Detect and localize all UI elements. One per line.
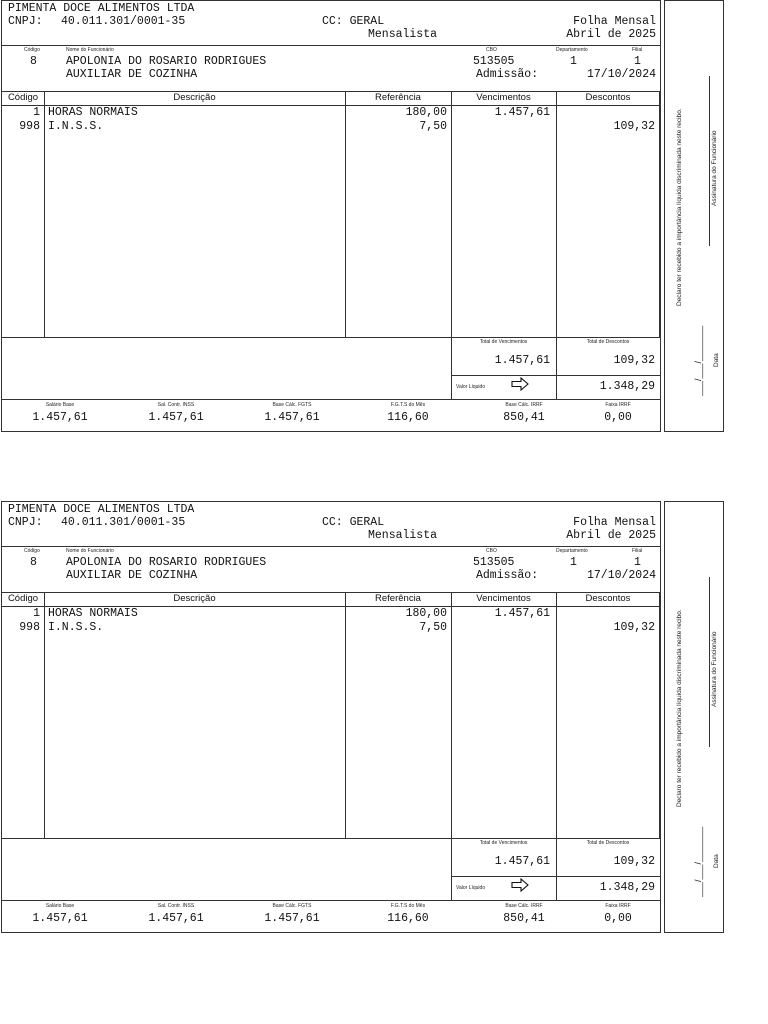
total-deductions-label: Total de Descontos	[586, 840, 630, 846]
row-2-description: I.N.S.S.	[48, 621, 104, 634]
header-reference: Referência	[375, 92, 421, 103]
footer-inss: 1.457,61	[148, 912, 204, 925]
col-divider	[451, 91, 452, 399]
header-description: Descrição	[173, 593, 216, 604]
footer-label-irrf-base: Base Cálc. IRRF	[505, 402, 543, 408]
footer-fgts-month: 116,60	[387, 912, 429, 925]
company-name: PIMENTA DOCE ALIMENTOS LTDA	[8, 2, 195, 15]
employee-code: 8	[30, 55, 37, 68]
row-2-deductions: 109,32	[613, 120, 655, 133]
employee-name: APOLONIA DO ROSARIO RODRIGUES	[66, 55, 267, 68]
signature-line	[709, 76, 710, 246]
net-divider	[451, 876, 660, 877]
cnpj-label: CNPJ:	[8, 516, 43, 529]
employee-code-label: Código	[24, 47, 40, 53]
net-divider	[451, 375, 660, 376]
signature-label: Assinatura do Funcionário	[711, 631, 718, 707]
arrow-right-icon	[511, 377, 529, 396]
footer-irrf-base: 850,41	[503, 912, 545, 925]
employee-code: 8	[30, 556, 37, 569]
footer-label-base-salary: Salário Base	[45, 903, 75, 909]
footer-label-irrf-band: Faixa IRRF	[605, 402, 631, 408]
branch-label: Filial	[632, 548, 643, 554]
company-name: PIMENTA DOCE ALIMENTOS LTDA	[8, 503, 195, 516]
receipt-declaration: Declaro ter recebido a importância líquida discriminada neste recibo.	[676, 609, 683, 807]
row-1-description: HORAS NORMAIS	[48, 106, 138, 119]
employee-name-label: Nome do Funcionário	[66, 47, 114, 53]
net-value: 1.348,29	[599, 380, 655, 393]
net-value: 1.348,29	[599, 881, 655, 894]
row-1-earnings: 1.457,61	[494, 106, 550, 119]
signature-label: Assinatura do Funcionário	[711, 130, 718, 206]
footer-base-salary: 1.457,61	[32, 912, 88, 925]
cnpj-value: 40.011.301/0001-35	[61, 516, 186, 529]
cnpj-label: CNPJ:	[8, 15, 43, 28]
header-reference: Referência	[375, 593, 421, 604]
row-1-code: 1	[33, 106, 40, 119]
footer-label-inss: Sal. Contr. INSS	[157, 903, 195, 909]
branch-value: 1	[634, 55, 641, 68]
department-label: Departamento	[556, 47, 588, 53]
header-deductions: Descontos	[585, 92, 631, 103]
header-code: Código	[7, 92, 39, 103]
footer-fgts-base: 1.457,61	[264, 912, 320, 925]
divider	[1, 45, 660, 46]
footer-irrf-base: 850,41	[503, 411, 545, 424]
total-earnings-label: Total de Vencimentos	[479, 339, 528, 345]
admission-label: Admissão:	[476, 569, 539, 582]
cost-center: CC: GERAL	[322, 15, 385, 28]
header-code: Código	[7, 593, 39, 604]
row-1-code: 1	[33, 607, 40, 620]
cbo-value: 513505	[473, 55, 515, 68]
row-2-description: I.N.S.S.	[48, 120, 104, 133]
footer-inss: 1.457,61	[148, 411, 204, 424]
cost-center: CC: GERAL	[322, 516, 385, 529]
cnpj-value: 40.011.301/0001-35	[61, 15, 186, 28]
branch-label: Filial	[632, 47, 643, 53]
date-field: ___/___/_______	[693, 325, 703, 396]
footer-irrf-band: 0,00	[604, 411, 632, 424]
footer-label-inss: Sal. Contr. INSS	[157, 402, 195, 408]
net-label: Valor Líquido	[456, 885, 486, 891]
department-value: 1	[570, 556, 577, 569]
divider	[1, 546, 660, 547]
payroll-type: Mensalista	[368, 529, 438, 542]
footer-label-fgts-base: Base Cálc. FGTS	[272, 903, 312, 909]
admission-label: Admissão:	[476, 68, 539, 81]
receipt-declaration: Declaro ter recebido a importância líquida discriminada neste recibo.	[676, 108, 683, 306]
row-2-reference: 7,50	[419, 621, 447, 634]
payslip-2	[0, 501, 768, 941]
row-2-code: 998	[19, 120, 40, 133]
period: Abril de 2025	[566, 529, 656, 542]
row-1-reference: 180,00	[405, 607, 447, 620]
header-earnings: Vencimentos	[476, 593, 531, 604]
total-deductions: 109,32	[613, 354, 655, 367]
row-2-reference: 7,50	[419, 120, 447, 133]
row-1-description: HORAS NORMAIS	[48, 607, 138, 620]
date-field: ___/___/_______	[693, 826, 703, 897]
footer-label-fgts-base: Base Cálc. FGTS	[272, 402, 312, 408]
row-1-earnings: 1.457,61	[494, 607, 550, 620]
row-2-deductions: 109,32	[613, 621, 655, 634]
footer-divider	[1, 900, 660, 901]
period: Abril de 2025	[566, 28, 656, 41]
col-divider	[451, 592, 452, 900]
signature-line	[709, 577, 710, 747]
total-earnings-label: Total de Vencimentos	[479, 840, 528, 846]
header-earnings: Vencimentos	[476, 92, 531, 103]
footer-label-base-salary: Salário Base	[45, 402, 75, 408]
total-deductions: 109,32	[613, 855, 655, 868]
footer-label-fgts-month: F.G.T.S do Mês	[390, 903, 426, 909]
col-divider	[556, 91, 557, 399]
department-value: 1	[570, 55, 577, 68]
footer-fgts-base: 1.457,61	[264, 411, 320, 424]
arrow-right-icon	[511, 878, 529, 897]
footer-label-fgts-month: F.G.T.S do Mês	[390, 402, 426, 408]
employee-code-label: Código	[24, 548, 40, 554]
footer-base-salary: 1.457,61	[32, 411, 88, 424]
total-earnings: 1.457,61	[494, 855, 550, 868]
department-label: Departamento	[556, 548, 588, 554]
sheet-title: Folha Mensal	[573, 15, 656, 28]
footer-label-irrf-base: Base Cálc. IRRF	[505, 903, 543, 909]
sheet-title: Folha Mensal	[573, 516, 656, 529]
employee-role: AUXILIAR DE COZINHA	[66, 68, 198, 81]
header-description: Descrição	[173, 92, 216, 103]
date-label: Data	[713, 353, 720, 367]
cbo-label: CBO	[486, 47, 497, 53]
employee-name-label: Nome do Funcionário	[66, 548, 114, 554]
cbo-label: CBO	[486, 548, 497, 554]
total-earnings: 1.457,61	[494, 354, 550, 367]
branch-value: 1	[634, 556, 641, 569]
footer-fgts-month: 116,60	[387, 411, 429, 424]
footer-irrf-band: 0,00	[604, 912, 632, 925]
col-divider	[44, 91, 45, 337]
payslip-1	[0, 0, 768, 440]
date-label: Data	[713, 854, 720, 868]
col-divider	[44, 592, 45, 838]
header-deductions: Descontos	[585, 593, 631, 604]
employee-name: APOLONIA DO ROSARIO RODRIGUES	[66, 556, 267, 569]
admission-date: 17/10/2024	[586, 569, 656, 582]
row-2-code: 998	[19, 621, 40, 634]
footer-label-irrf-band: Faixa IRRF	[605, 903, 631, 909]
payroll-type: Mensalista	[368, 28, 438, 41]
total-deductions-label: Total de Descontos	[586, 339, 630, 345]
employee-role: AUXILIAR DE COZINHA	[66, 569, 198, 582]
row-1-reference: 180,00	[405, 106, 447, 119]
admission-date: 17/10/2024	[586, 68, 656, 81]
cbo-value: 513505	[473, 556, 515, 569]
net-label: Valor Líquido	[456, 384, 486, 390]
col-divider	[556, 592, 557, 900]
footer-divider	[1, 399, 660, 400]
